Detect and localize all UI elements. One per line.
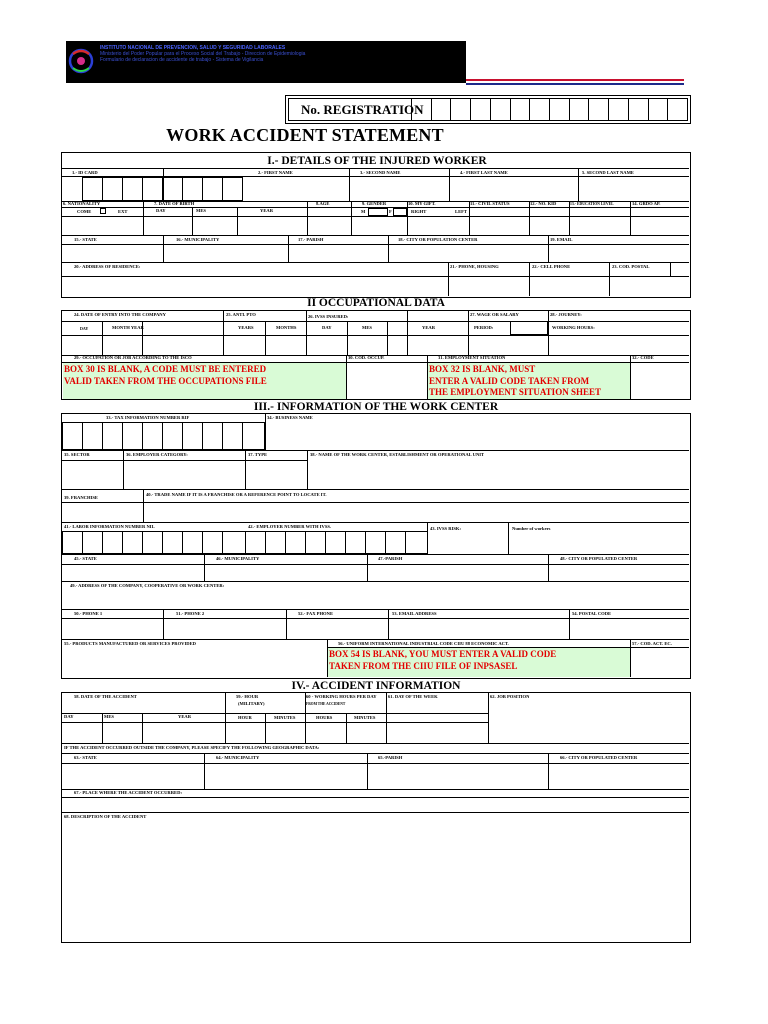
registration-digit-cell[interactable] <box>431 99 451 120</box>
registration-digit-cell[interactable] <box>470 99 490 120</box>
occupation-code-label: 30. COD. OCCUP. <box>348 355 385 360</box>
hour-label: 59.- HOUR <box>236 694 259 699</box>
ivss-risk-label: 43. IVSS RISK: <box>430 526 462 531</box>
working-hours-per-day-label: 60 - WORKING HOURS PER DAY <box>306 694 377 699</box>
company-municipality-label: 46.- MUNICIPALITY <box>216 556 260 561</box>
divider <box>367 554 368 581</box>
header-line-1: INSTITUTO NACIONAL DE PREVENCION, SALUD Y SEGURIDAD LABORALES <box>100 45 286 51</box>
registration-digit-cell[interactable] <box>628 99 648 120</box>
divider <box>163 609 164 639</box>
divider <box>449 168 450 202</box>
divider <box>548 311 549 355</box>
registration-digit-cell[interactable] <box>588 99 608 120</box>
nil-digit-cell[interactable] <box>102 531 123 554</box>
company-parish-label: 47.-PARISH <box>378 556 403 561</box>
divider <box>578 168 579 202</box>
nil-digit-cell[interactable] <box>122 531 143 554</box>
working-hours-label: WORKING HOURS: <box>552 325 595 330</box>
phone-1-label: 50.- PHONE 1 <box>74 611 103 616</box>
employer-ivss-label: 42.- EMPLOYER NUMBER WITH IVSS. <box>248 524 332 529</box>
entry-date-label: 24. DATE OF ENTRY INTO THE COMPANY <box>74 312 166 317</box>
accident-place-label: 67.- PLACE WHERE THE ACCIDENT OCCURRED: <box>74 790 182 795</box>
entry-month-year-label: MONTH YEAR <box>112 325 144 330</box>
section-accident-information <box>61 692 691 943</box>
divider <box>569 609 570 639</box>
company-city-label: 48.- CITY OR POPULATED CENTER <box>560 556 638 561</box>
registration-digit-cell[interactable] <box>549 99 569 120</box>
grade-label: 14. GRDO AP. <box>632 201 661 206</box>
second-last-name-label: 5. SECOND LAST NAME <box>582 170 634 175</box>
section-title: IV.- ACCIDENT INFORMATION <box>291 680 461 692</box>
military-label: (MILITARY) <box>238 701 265 706</box>
divider <box>347 321 348 355</box>
age-label: 8.AGE <box>316 201 330 206</box>
seniority-years-label: YEARS <box>238 325 254 330</box>
ciiu-label: 56.- UNIFORM INTERNATIONAL INDUSTRIAL CODE CIIU 88 ECONOMIC ACT. <box>338 641 509 646</box>
divider <box>102 321 103 355</box>
civil-status-label: 11.- CIVIL STATUS <box>470 201 510 206</box>
minutes-worked-label: MINUTES <box>354 715 376 720</box>
accident-date-label: 58. DATE OF THE ACCIDENT <box>74 694 137 699</box>
registration-label: No. REGISTRATION <box>301 101 424 117</box>
cell-phone-label: 22.- CELL PHONE <box>532 264 571 269</box>
ciiu-warning-line-2: TAKEN FROM THE CIIU FILE OF INPSASEL <box>329 661 518 671</box>
phone-housing-label: 21.- PHONE, HOUSING <box>450 264 499 269</box>
id-card-digit-cell[interactable] <box>82 177 103 201</box>
seniority-months-label: MONTHS <box>276 325 297 330</box>
accident-minutes-label: MINUTES <box>274 715 296 720</box>
employment-situation-label: 31. EMPLOYMENT SITUATION <box>438 355 506 360</box>
divider <box>62 609 689 610</box>
nil-digit-cell[interactable] <box>222 531 246 554</box>
divider <box>192 207 193 235</box>
accident-day-label: DAY <box>64 714 74 719</box>
company-address-label: 49.- ADDRESS OF THE COMPANY, COOPERATIVE OR WORK CENTER: <box>70 583 225 588</box>
page-title: WORK ACCIDENT STATEMENT <box>166 125 444 145</box>
divider <box>225 693 226 743</box>
period-label: PERIOD: <box>474 325 494 330</box>
nil-digit-cell[interactable] <box>142 531 163 554</box>
nil-digit-cell[interactable] <box>182 531 203 554</box>
section-title: II OCCUPATIONAL DATA <box>307 297 445 309</box>
occupation-warning-line-2: VALID TAKEN FROM THE OCCUPATIONS FILE <box>64 376 267 386</box>
from-accident-label: FROM THE ACCIDENT <box>306 702 346 706</box>
id-card-digit-cell[interactable] <box>142 177 163 201</box>
gender-f-label: F <box>389 209 392 214</box>
divider <box>62 244 689 245</box>
divider <box>223 311 224 355</box>
email-label: 19. EMAIL <box>550 237 573 242</box>
divider <box>305 693 306 743</box>
divider <box>62 522 689 523</box>
divider <box>142 321 143 355</box>
divider <box>143 201 144 235</box>
divider <box>448 262 449 296</box>
registration-digit-cell[interactable] <box>490 99 510 120</box>
entry-day-label: DAY <box>80 326 89 331</box>
section-work-center <box>61 413 691 679</box>
divider <box>351 201 352 235</box>
employment-warning-line-3: THE EMPLOYMENT SITUATION SHEET <box>429 387 601 397</box>
parish-label: 17.- PARISH <box>298 237 324 242</box>
divider <box>609 262 610 296</box>
divider <box>62 489 689 490</box>
sector-label: 35. SECTOR <box>64 452 90 457</box>
dob-year-label: YEAR <box>260 208 274 213</box>
gender-m-label: M <box>361 209 366 214</box>
rif-digit-cell[interactable] <box>162 422 183 450</box>
divider <box>349 168 350 202</box>
city-label: 18.- CITY OR POPULATION CENTER <box>398 237 478 242</box>
divider <box>62 335 689 336</box>
institution-logo-icon <box>68 46 94 76</box>
divider <box>62 812 689 813</box>
registration-digit-cell[interactable] <box>608 99 628 120</box>
employer-ivss-digit-cell[interactable] <box>325 531 346 554</box>
divider <box>62 564 689 565</box>
employer-ivss-digit-cell[interactable] <box>265 531 286 554</box>
divider <box>62 639 689 640</box>
divider <box>307 201 308 235</box>
employer-ivss-digit-cell[interactable] <box>285 531 306 554</box>
gender-f-checkbox[interactable] <box>393 208 407 216</box>
ivss-month-label: MES <box>362 325 372 330</box>
tax-number-label: 33.- TAX INFORMATION NUMBER RIF <box>106 415 190 420</box>
franchise-label: 39. FRANCHISE <box>64 495 98 500</box>
registration-digit-cell[interactable] <box>529 99 549 120</box>
divider <box>142 713 143 743</box>
ivss-day-label: DAY <box>322 325 332 330</box>
employment-warning-line-2: ENTER A VALID CODE TAKEN FROM <box>429 376 590 386</box>
accident-year-label: YEAR <box>178 714 192 719</box>
employer-ivss-digit-cell[interactable] <box>405 531 428 554</box>
divider <box>548 235 549 262</box>
nil-digit-cell[interactable] <box>202 531 223 554</box>
divider <box>245 450 246 489</box>
divider <box>62 168 689 169</box>
gender-m-checkbox[interactable] <box>368 208 388 216</box>
divider <box>62 216 689 217</box>
rif-digit-cell[interactable] <box>202 422 223 450</box>
employment-warning-line-1: BOX 32 IS BLANK, MUST <box>429 364 536 374</box>
job-position-label: 62. JOB POSITION <box>490 694 530 699</box>
divider <box>102 713 103 743</box>
divider <box>62 763 689 764</box>
number-of-workers-label: Number of workers <box>512 526 551 531</box>
divider <box>306 311 307 355</box>
header-org-text <box>100 45 460 63</box>
divider <box>62 276 689 277</box>
divider <box>163 235 164 262</box>
wage-label: 27. WAGE OR SALARY <box>470 312 519 317</box>
divider <box>265 321 266 355</box>
economic-activity-code-label: 57.- COD. ACT. EC. <box>632 641 672 646</box>
divider <box>265 713 266 743</box>
divider <box>123 450 124 489</box>
registration-digit-cell[interactable] <box>648 99 668 120</box>
registration-box <box>285 95 691 124</box>
accident-city-label: 66.- CITY OR POPULATED CENTER <box>560 755 638 760</box>
dob-month-label: MES <box>196 208 206 213</box>
hand-right-label: RIGHT <box>411 209 427 214</box>
accident-hour-label: HOUR <box>238 715 252 720</box>
hand-left-label: LEFT <box>455 209 467 214</box>
id-card-label: 1.- ID CARD <box>72 170 98 175</box>
divider <box>387 321 388 355</box>
divider <box>204 753 205 789</box>
employer-ivss-digit-cell[interactable] <box>305 531 326 554</box>
gender-label: 9. GENDER <box>362 201 387 206</box>
id-card-digit-cell[interactable] <box>102 177 123 201</box>
occupation-label: 29.- OCCUPATION OR JOB ACCORDING TO THE ISCO <box>74 355 192 360</box>
divider <box>367 753 368 789</box>
employer-category-label: 36. EMPLOYER CATEGORY: <box>126 452 188 457</box>
rif-digit-cell[interactable] <box>182 422 203 450</box>
divider <box>346 355 347 399</box>
header-stripe-blue <box>466 83 684 85</box>
journey-label: 28.- JOURNEY: <box>550 312 582 317</box>
municipality-label: 16.- MUNICIPALITY <box>176 237 220 242</box>
rif-digit-cell[interactable] <box>102 422 123 450</box>
divider <box>488 693 489 743</box>
divider <box>62 797 689 798</box>
divider <box>630 355 631 399</box>
nil-digit-cell[interactable] <box>82 531 103 554</box>
registration-digit-cell[interactable] <box>411 99 431 120</box>
nationality-ext-label: EXT <box>118 209 128 214</box>
divider <box>388 235 389 262</box>
outside-company-note: IF THE ACCIDENT OCCURRED OUTSIDE THE COMPANY, PLEASE SPECIFY THE FOLLOWING GEOGRAPHIC DATA: <box>64 745 320 750</box>
registration-digit-cell[interactable] <box>569 99 589 120</box>
ivss-year-label: YEAR <box>422 325 436 330</box>
hand-label: 10. MY GIFT. <box>408 201 436 206</box>
divider <box>62 450 689 451</box>
nil-digit-cell[interactable] <box>62 531 83 554</box>
header-line-2: Ministerio del Poder Popular para el Proceso Social del Trabajo - Direccion de Epidemiologia <box>100 51 306 57</box>
divider <box>62 460 307 461</box>
accident-parish-label: 65.-PARISH <box>378 755 403 760</box>
id-card-digit-cell[interactable] <box>122 177 143 201</box>
id-card-digit-cell[interactable] <box>162 177 183 201</box>
address-label: 20.- ADDRESS OF RESIDENCE: <box>74 264 141 269</box>
divider <box>62 753 689 754</box>
accident-month-label: MES <box>104 714 114 719</box>
state-label: 15.- STATE <box>74 237 97 242</box>
divider <box>62 321 689 322</box>
postal-code-label: 23. COD. POSTAL <box>612 264 650 269</box>
accident-municipality-label: 64.- MUNICIPALITY <box>216 755 260 760</box>
second-name-label: 3.- SECOND NAME <box>360 170 401 175</box>
divider <box>469 201 470 235</box>
id-card-digit-cell[interactable] <box>202 177 223 201</box>
section-injured-worker <box>61 152 691 298</box>
header-stripe-red <box>466 79 684 81</box>
accident-state-label: 63.- STATE <box>74 755 97 760</box>
first-last-name-label: 4.- FIRST LAST NAME <box>460 170 508 175</box>
divider <box>630 201 631 235</box>
divider <box>265 414 266 450</box>
employer-ivss-digit-cell[interactable] <box>385 531 406 554</box>
nil-digit-cell[interactable] <box>162 531 183 554</box>
divider <box>204 554 205 581</box>
trade-name-label: 40.- TRADE NAME IF IT IS A FRANCHISE OR A REFERENCE POINT TO LOCATE IT. <box>146 492 327 497</box>
divider <box>307 450 308 489</box>
registration-digit-cell[interactable] <box>450 99 470 120</box>
accident-description-label: 68. DESCRIPTION OF THE ACCIDENT <box>64 814 147 819</box>
divider <box>62 581 689 582</box>
id-card-digit-cell[interactable] <box>182 177 203 201</box>
rif-digit-cell[interactable] <box>122 422 143 450</box>
divider <box>62 502 689 503</box>
period-field[interactable] <box>510 321 548 335</box>
divider <box>670 262 671 276</box>
divider <box>346 713 347 743</box>
registration-digit-cell[interactable] <box>510 99 530 120</box>
divider <box>62 743 689 744</box>
type-label: 37. TYPE <box>248 452 268 457</box>
first-name-label: 2.- FIRST NAME <box>258 170 293 175</box>
divider <box>407 201 408 235</box>
divider <box>62 554 689 555</box>
nil-label: 41.- LABOR INFORMATION NUMBER NIL <box>64 524 155 529</box>
divider <box>386 693 387 743</box>
divider <box>143 489 144 522</box>
divider <box>237 207 238 235</box>
divider <box>388 609 389 639</box>
rif-digit-cell[interactable] <box>62 422 83 450</box>
section-title: III.- INFORMATION OF THE WORK CENTER <box>253 401 499 413</box>
employer-ivss-digit-cell[interactable] <box>245 531 266 554</box>
fax-label: 52.- FAX PHONE <box>298 611 334 616</box>
divider <box>407 311 408 355</box>
divider <box>529 201 530 235</box>
divider <box>548 753 549 789</box>
phone-2-label: 51.- PHONE 2 <box>176 611 205 616</box>
divider <box>62 722 488 723</box>
employer-ivss-digit-cell[interactable] <box>345 531 366 554</box>
divider <box>508 522 509 554</box>
ivss-insured-label: 26. IVSS INSURED: <box>308 314 349 319</box>
rif-digit-cell[interactable] <box>82 422 103 450</box>
divider <box>529 262 530 296</box>
dob-day-label: DAY <box>156 208 166 213</box>
ciiu-warning-line-1: BOX 54 IS BLANK, YOU MUST ENTER A VALID CODE <box>329 649 557 659</box>
divider <box>468 311 469 355</box>
education-level-label: 13.- EDUCATION LEVEL <box>570 202 614 206</box>
day-of-week-label: 61. DAY OF THE WEEK <box>388 694 438 699</box>
divider <box>62 713 488 714</box>
business-name-label: 34.- BUSINESS NAME <box>267 415 313 420</box>
date-of-birth-label: 7. DATE OF BIRTH <box>154 201 195 206</box>
nationality-label: 6. NATIONALITY <box>63 201 101 206</box>
seniority-label: 25. ANTI. PTO <box>226 312 256 317</box>
nationality-come-checkbox[interactable] <box>100 208 106 214</box>
products-label: 55.- PRODUCTS MANUFACTURED OR SERVICES PROVIDED <box>64 641 196 646</box>
divider <box>630 639 631 677</box>
company-email-label: 53. EMAIL ADDRESS <box>392 611 437 616</box>
divider <box>286 609 287 639</box>
section-title: I.- DETAILS OF THE INJURED WORKER <box>267 155 487 167</box>
divider <box>62 262 689 263</box>
divider <box>548 554 549 581</box>
nationality-come-label: COME <box>77 209 92 214</box>
occupation-warning-line-1: BOX 30 IS BLANK, A CODE MUST BE ENTERED <box>64 364 267 374</box>
section-occupational-data <box>61 310 691 400</box>
divider <box>288 235 289 262</box>
divider <box>62 618 689 619</box>
rif-digit-cell[interactable] <box>242 422 265 450</box>
rif-digit-cell[interactable] <box>142 422 163 450</box>
company-postal-label: 54. POSTAL CODE <box>572 611 612 616</box>
registration-digit-cell[interactable] <box>667 99 687 120</box>
rif-digit-cell[interactable] <box>222 422 243 450</box>
divider <box>569 201 570 235</box>
header-line-3: Formulario de declaracion de accidente de trabajo - Sistema de Vigilancia <box>100 57 264 63</box>
hours-worked-label: HOURS <box>316 715 333 720</box>
employment-code-label: 32.- CODE <box>632 355 654 360</box>
company-state-label: 45.- STATE <box>74 556 97 561</box>
employer-ivss-digit-cell[interactable] <box>365 531 386 554</box>
divider <box>62 235 689 236</box>
id-card-digit-cell[interactable] <box>222 177 243 201</box>
kids-label: 12.- NO. KID <box>530 201 557 206</box>
work-center-name-label: 38.- NAME OF THE WORK CENTER, ESTABLISHMENT OR OPERATIONAL UNIT <box>310 452 485 457</box>
